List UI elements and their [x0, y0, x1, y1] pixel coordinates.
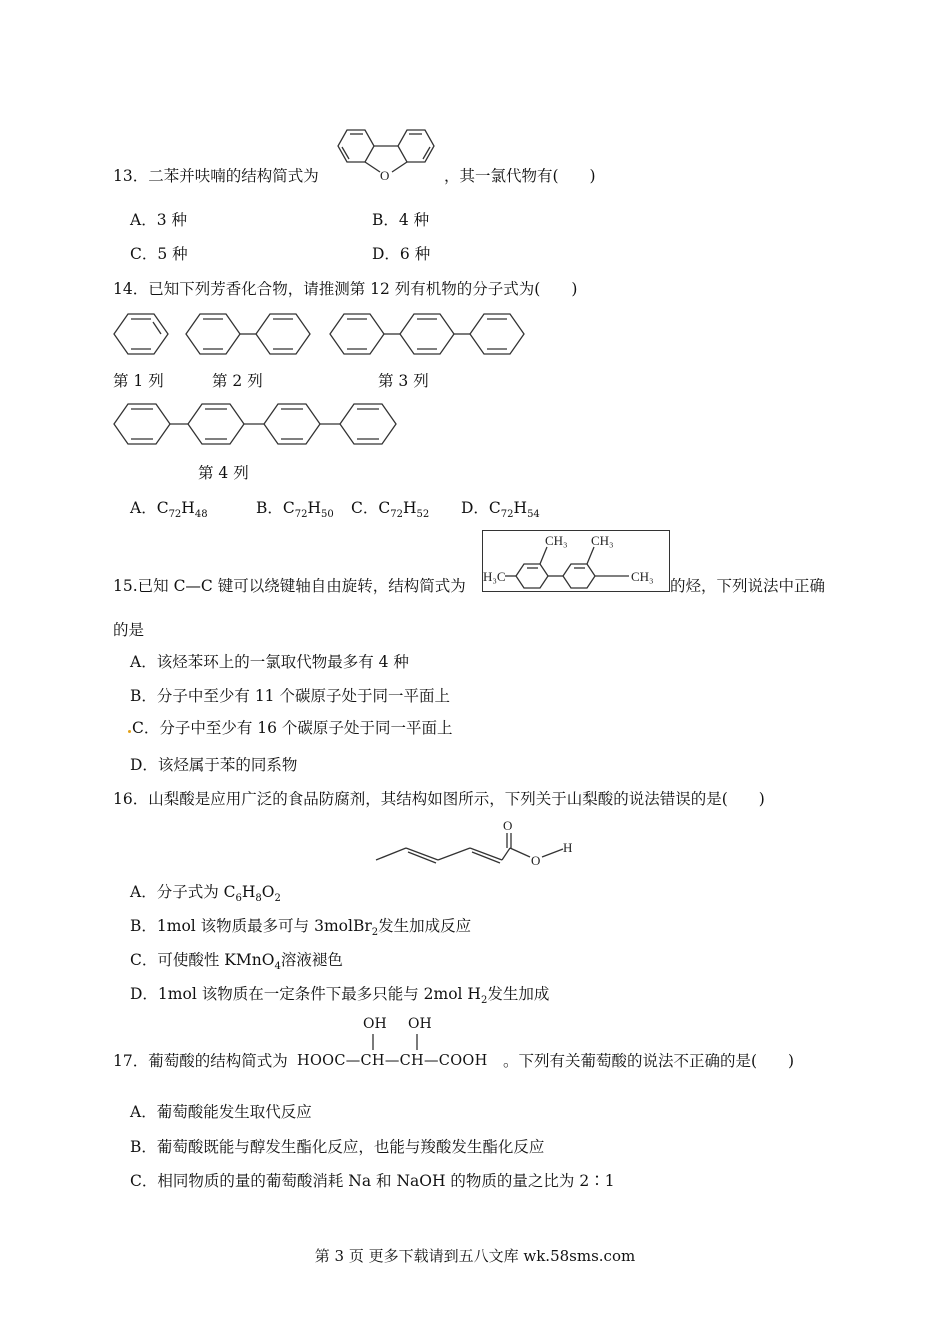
q16-option-c: C．可使酸性 KMnO$_4$溶液褪色 [130, 951, 343, 973]
q14-stem: 14．已知下列芳香化合物，请推测第 12 列有机物的分子式为( ) [113, 280, 578, 298]
q13-option-a: A．3 种 [130, 211, 187, 229]
ch3-c-label: CH₃ [631, 569, 654, 584]
q15-stem-cont: 的是 [113, 621, 145, 639]
q17-option-c: C．相同物质的量的葡萄酸消耗 Na 和 NaOH 的物质的量之比为 2∶1 [130, 1172, 615, 1190]
q14-label-2: 第 2 列 [212, 372, 263, 390]
ch3-b-label: CH₃ [591, 533, 614, 548]
dibenzofuran-structure [328, 120, 444, 188]
carbonyl-o: O [503, 818, 513, 833]
q13-option-d: D．6 种 [372, 245, 431, 263]
oh-group-2: OH [408, 1016, 432, 1032]
q15-option-c: C．分子中至少有 16 个碳原子处于同一平面上 [132, 719, 453, 737]
oh-group-1: OH [363, 1016, 387, 1032]
quaterphenyl-column-4 [110, 398, 406, 450]
q17-formula: HOOC—CH—CH—COOH [297, 1053, 488, 1069]
q17-stem-pre: 17．葡萄酸的结构简式为 [113, 1052, 288, 1070]
q16-stem: 16．山梨酸是应用广泛的食品防腐剂，其结构如图所示，下列关于山梨酸的说法错误的是( ) [113, 790, 765, 808]
biphenyl-column-2 [182, 308, 318, 358]
h3c-label: H₃C [483, 569, 506, 584]
q14-option-d: D．$C_{72}H_{54}$ [461, 499, 540, 521]
q16-option-d: D．1mol 该物质在一定条件下最多只能与 2mol $H_2$发生加成 [130, 985, 550, 1007]
q13-stem-post: ，其一氯代物有( ) [444, 167, 596, 185]
q14-option-c: C．$C_{72}H_{52}$ [351, 499, 430, 521]
ch3-a-label: CH₃ [545, 533, 568, 548]
q17-stem-post: 。下列有关葡萄酸的说法不正确的是( ) [503, 1052, 795, 1070]
q14-option-a: A．$C_{72}H_{48}$ [130, 499, 208, 521]
oh-bonds [365, 1032, 425, 1052]
dimethylbiphenyl-structure [483, 531, 669, 591]
o-atom: O [380, 168, 390, 183]
marker-dot [128, 730, 131, 733]
terphenyl-column-3 [326, 308, 532, 358]
q15-stem-post: 的烃，下列说法中正确 [670, 577, 826, 595]
q17-option-a: A．葡萄酸能发生取代反应 [130, 1103, 312, 1121]
q14-label-4: 第 4 列 [198, 464, 249, 482]
sorbic-acid-structure [370, 815, 585, 870]
q15-option-a: A．该烃苯环上的一氯取代物最多有 4 种 [130, 653, 409, 671]
q15-stem-pre: 15.已知 C—C 键可以绕键轴自由旋转，结构简式为 [113, 577, 466, 595]
hydroxyl-h: H [563, 840, 573, 855]
q13-option-c: C．5 种 [130, 245, 188, 263]
q14-label-1: 第 1 列 [113, 372, 164, 390]
hydroxyl-o: O [531, 853, 541, 868]
q15-structure-box [482, 530, 670, 592]
q13-option-b: B．4 种 [372, 211, 430, 229]
q16-option-b: B．1mol 该物质最多可与 3molBr$_2$发生加成反应 [130, 917, 472, 939]
q14-option-b: B．$C_{72}H_{50}$ [256, 499, 334, 521]
page-footer: 第 3 页 更多下载请到五八文库 wk.58sms.com [314, 1247, 636, 1265]
q14-label-3: 第 3 列 [378, 372, 429, 390]
q13-stem-pre: 13．二苯并呋喃的结构简式为 [113, 167, 319, 185]
q16-option-a: A．分子式为 $C_6H_8O_2$ [130, 883, 281, 905]
q17-option-b: B．葡萄酸既能与醇发生酯化反应，也能与羧酸发生酯化反应 [130, 1138, 545, 1156]
benzene-column-1 [110, 308, 175, 358]
q15-option-b: B．分子中至少有 11 个碳原子处于同一平面上 [130, 687, 450, 705]
q15-option-d: D．该烃属于苯的同系物 [130, 756, 298, 774]
